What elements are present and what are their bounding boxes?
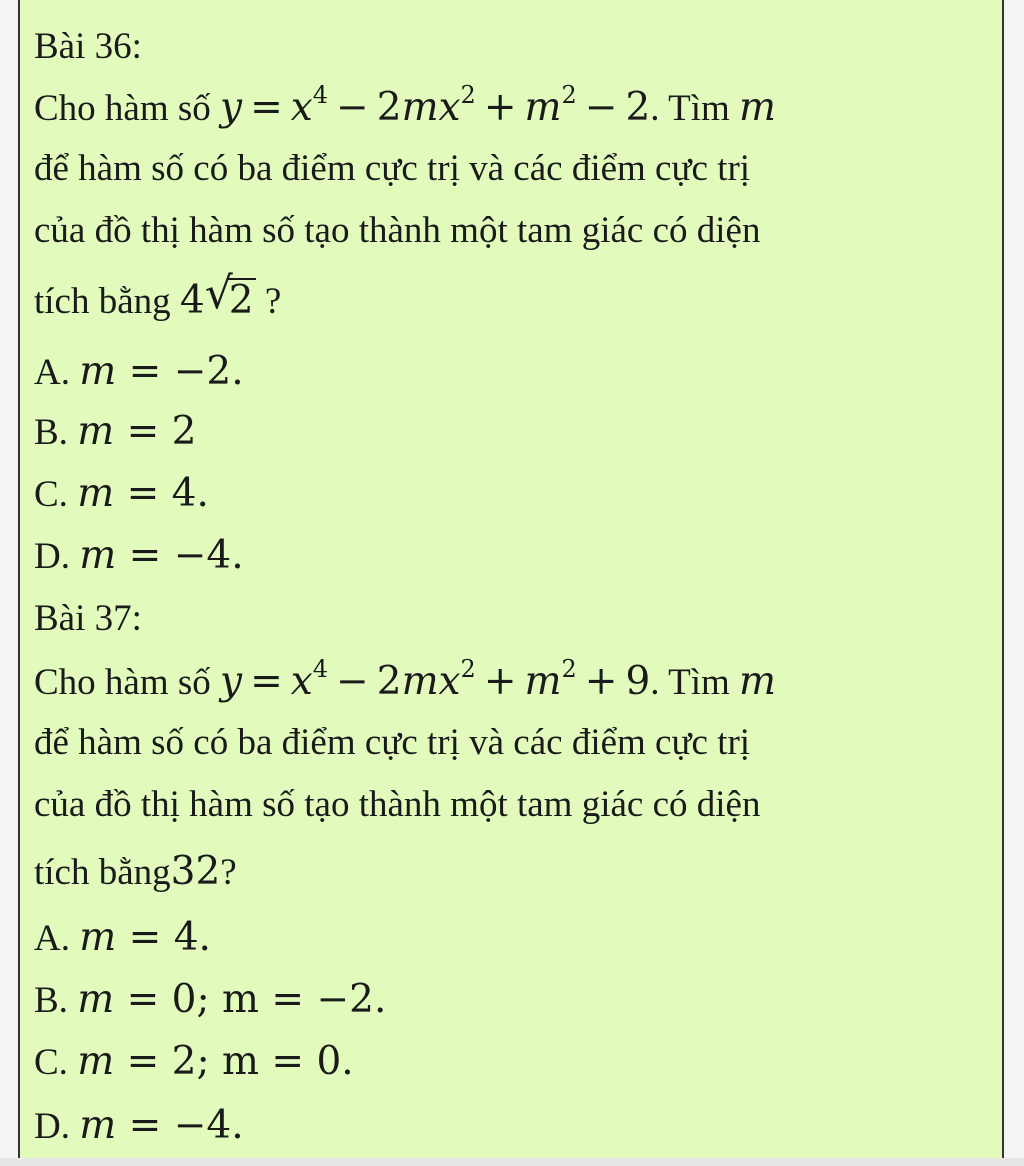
problem-37-prefix: Cho hàm số <box>34 662 211 703</box>
problem-37-option-b: B. m = 0; m = −2. <box>34 977 387 1022</box>
document-panel <box>18 0 1004 1158</box>
problem-36-area-coef: 4 <box>179 278 205 323</box>
option-value: = 2; m = 0. <box>126 1039 354 1084</box>
problem-37-function: $y = x^4 - 2mx^2 + m^2 + 9$ <box>220 655 651 704</box>
option-label: A. <box>34 352 70 393</box>
problem-37-option-a: A. m = 4. <box>34 915 211 960</box>
option-label: C. <box>34 1042 68 1083</box>
problem-37-option-c: C. m = 2; m = 0. <box>34 1039 354 1084</box>
option-value: = −4. <box>128 533 244 578</box>
option-label: B. <box>34 980 68 1021</box>
option-label: D. <box>34 536 70 577</box>
option-value: = −4. <box>128 1103 244 1148</box>
problem-37-question-line-3: của đồ thị hàm số tạo thành một tam giác có diện <box>34 784 761 825</box>
problem-37-area-value: 32 <box>170 849 221 894</box>
option-value: = 2 <box>126 409 197 454</box>
problem-37-variable-m: m <box>739 659 777 704</box>
problem-36-line4-suffix: ? <box>264 281 282 322</box>
problem-36-question-line-1 <box>34 81 777 130</box>
option-value: = −2. <box>128 349 244 394</box>
problem-36-title: Bài 36: <box>34 26 142 67</box>
problem-36-variable-m: m <box>739 85 777 130</box>
problem-36-prefix: Cho hàm số <box>34 88 211 129</box>
problem-37-line4-suffix: ? <box>220 852 237 893</box>
problem-36-option-c: C. m = 4. <box>34 471 209 516</box>
problem-37-line4-prefix: tích bằng <box>34 852 171 893</box>
problem-36-question-line-3: của đồ thị hàm số tạo thành một tam giác có diện <box>34 210 761 251</box>
problem-36-constant: 2 <box>625 85 651 130</box>
problem-36-area-radicand: 2 <box>228 278 254 323</box>
problem-36-area-expression <box>179 268 256 323</box>
problem-36-suffix: . Tìm <box>650 88 730 129</box>
sqrt-symbol: √ 2 <box>204 268 254 323</box>
problem-37-title: Bài 37: <box>34 598 142 639</box>
option-value: = 4. <box>126 471 209 516</box>
problem-37-question-line-1 <box>34 655 777 704</box>
option-label: D. <box>34 1106 70 1147</box>
option-label: A. <box>34 918 70 959</box>
problem-36-question-line-2: để hàm số có ba điểm cực trị và các điểm cực trị <box>34 148 751 189</box>
problem-37-option-d: D. m = −4. <box>34 1103 244 1148</box>
problem-37-question-line-4 <box>34 849 237 894</box>
problem-36-function: $y = x^4 - 2mx^2 + m^2 - 2$ <box>220 81 651 130</box>
option-label: C. <box>34 474 68 515</box>
problem-36-constant-op: − <box>584 85 618 130</box>
problem-36-option-d: D. m = −4. <box>34 533 244 578</box>
problem-37-question-line-2: để hàm số có ba điểm cực trị và các điểm cực trị <box>34 722 751 763</box>
bottom-bar <box>0 1158 1024 1166</box>
option-value: = 0; m = −2. <box>126 977 387 1022</box>
problem-36-line4-prefix: tích bằng <box>34 281 171 322</box>
problem-37-constant: 9 <box>625 659 651 704</box>
problem-37-suffix: . Tìm <box>650 662 730 703</box>
option-label: B. <box>34 412 68 453</box>
problem-36-option-a: A. m = −2. <box>34 349 244 394</box>
problem-37-constant-op: + <box>584 659 618 704</box>
problem-36-question-line-4 <box>34 268 282 323</box>
problem-36-option-b: B. m = 2 <box>34 409 197 454</box>
option-value: = 4. <box>128 915 211 960</box>
